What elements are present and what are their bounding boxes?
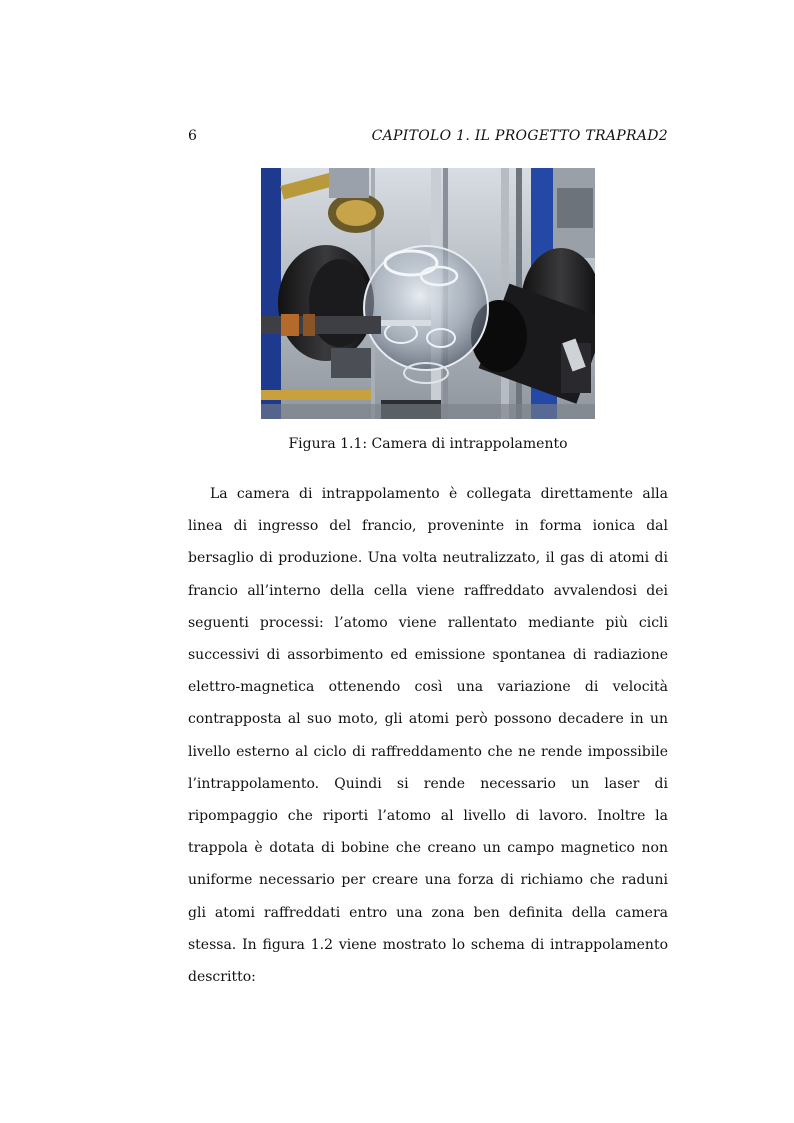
running-title: CAPITOLO 1. IL PROGETTO TRAPRAD2 — [371, 128, 668, 144]
body-text — [188, 478, 668, 993]
figure-caption: Figura 1.1: Camera di intrappolamento — [288, 436, 568, 452]
page-number: 6 — [188, 128, 197, 144]
page-header — [188, 128, 668, 148]
figure-photo-trapping-chamber — [261, 168, 595, 419]
glass-sphere — [364, 246, 488, 370]
blue-panel-left — [261, 168, 281, 419]
body-paragraph: La camera di intrappolamento è collegata direttamente alla linea di ingresso del francio, proveninte in forma ionica dal bersaglio di produzione. Una volta neutralizzato, il gas di atomi di francio all’interno della cella viene raffreddato avvalendosi dei seguenti processi: l’atomo viene rallentato mediante più cicli successivi di assorbimento ed emissione spontanea di radiazione elettro-magnetica ottenendo così una variazione di velocità contrapposta al suo moto, gli atomi però possono decadere in un livello esterno al ciclo di raffreddamento che ne rende impossibile l’intrappolamento. Quindi si rende necessario un laser di ripompaggio che riporti l’atomo al livello di lavoro. Inoltre la trappola è dotata di bobine che creano un campo magnetico non uniforme necessario per creare una forza di richiamo che raduni gli atomi raffreddati entro una zona ben definita della camera stessa. In figura 1.2 viene mostrato lo schema di intrappolamento descritto: — [188, 486, 668, 986]
lab-apparatus-photo — [261, 168, 595, 419]
